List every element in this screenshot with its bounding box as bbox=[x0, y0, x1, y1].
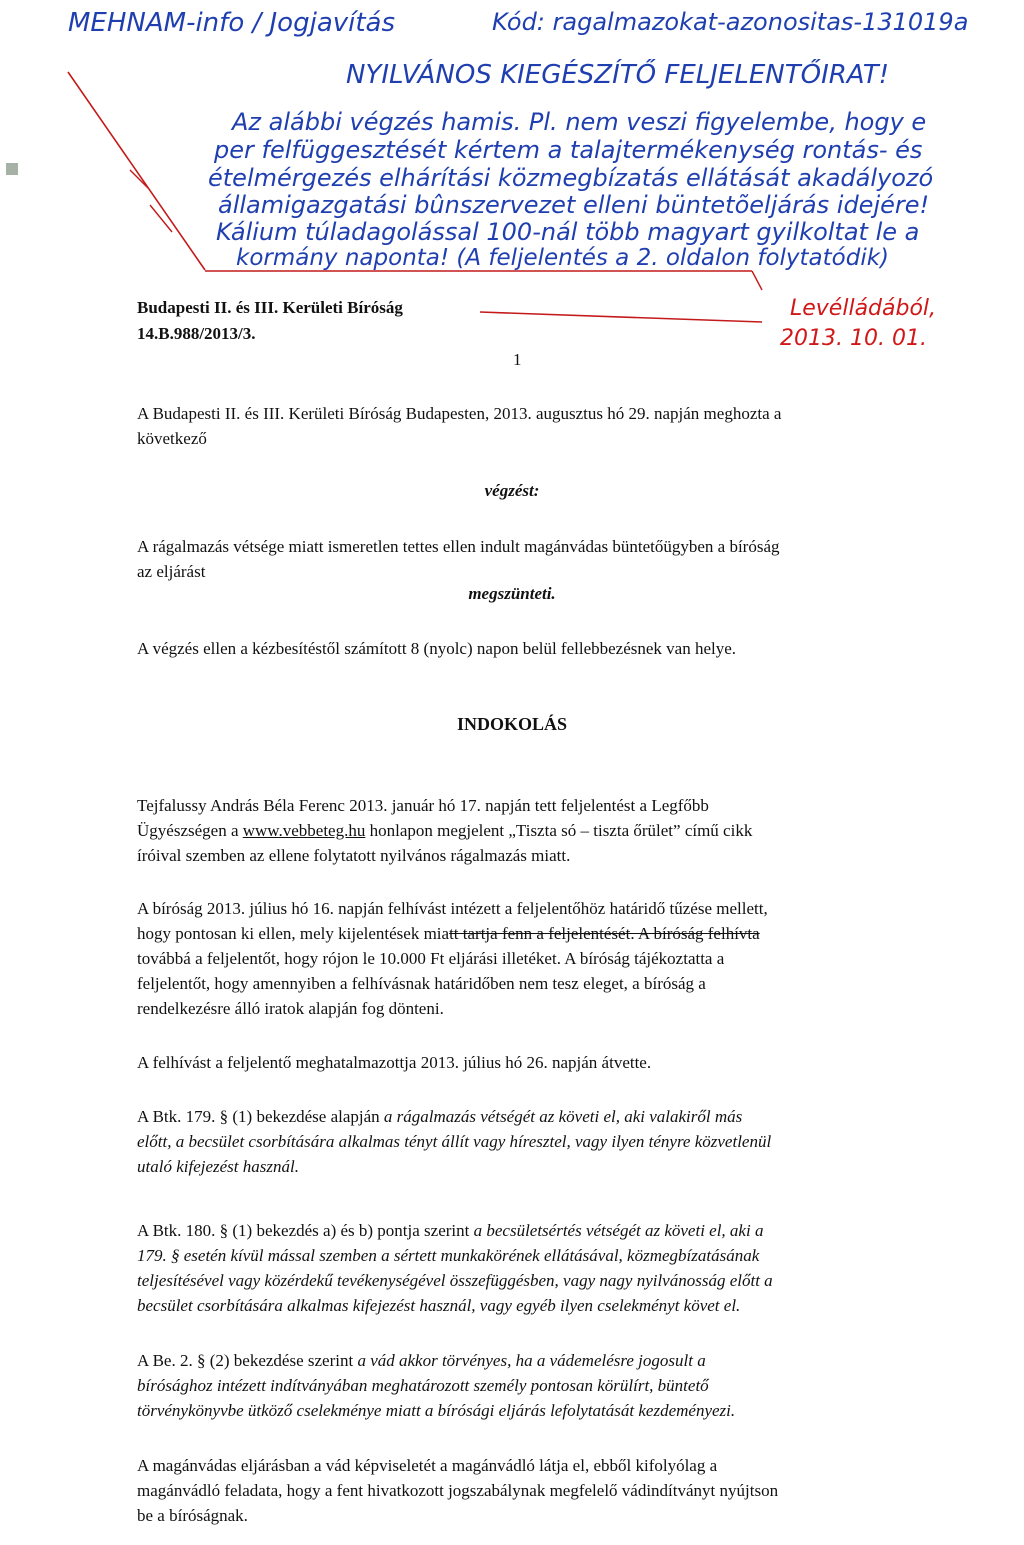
para-text: A Be. 2. § (2) bekezdése szerint bbox=[137, 1351, 358, 1370]
para-text: hogy pontosan ki ellen, mely kijelentések mia bbox=[137, 924, 450, 943]
para-text: A Btk. 179. § (1) bekezdése alapján bbox=[137, 1107, 384, 1126]
para-text: Ügyészségen a bbox=[137, 821, 243, 840]
statute-quote: 179. § esetén kívül mással szemben a sértett munkakörének ellátásával, közmegbízatásának bbox=[137, 1246, 760, 1265]
para-text: A Btk. 180. § (1) bekezdés a) és b) pontja szerint bbox=[137, 1221, 474, 1240]
para-line: íróival szemben az ellene folytatott nyilvános rágalmazás miatt. bbox=[137, 846, 571, 865]
para-line: rendelkezésre álló iratok alapján fog dönteni. bbox=[137, 999, 444, 1018]
mailbox-note: Levélládából, bbox=[790, 296, 937, 321]
appeal-notice: A végzés ellen a kézbesítéstől számított 8 (nyolc) napon belül fellebbezésnek van helye. bbox=[137, 639, 737, 658]
para-line: A magánvádas eljárásban a vád képviseletét a magánvádló látja el, ebből kifolyólag a bbox=[137, 1456, 718, 1475]
notice-line: ételmérgezés elhárítási közmegbízatás ellátását akadályozó bbox=[208, 164, 934, 192]
para-text: honlapon megjelent „Tiszta só – tiszta őrület” című cikk bbox=[365, 821, 753, 840]
statute-quote: előtt, a becsület csorbítására alkalmas tényt állít vagy híresztel, vagy ilyen tényre közvetlenül bbox=[137, 1132, 772, 1151]
para-line: továbbá a feljelentőt, hogy rójon le 10.000 Ft eljárási illetéket. A bíróság tájékoztatta a bbox=[137, 949, 725, 968]
para-line bbox=[137, 921, 907, 946]
decision-text: az eljárást bbox=[137, 562, 206, 581]
section-heading: INDOKOLÁS bbox=[456, 714, 568, 734]
red-slash-line bbox=[68, 72, 205, 270]
scan-speck bbox=[6, 163, 18, 175]
para-line bbox=[137, 1218, 907, 1243]
notice-line: Az alábbi végzés hamis. Pl. nem veszi figyelembe, hogy e bbox=[232, 108, 927, 136]
red-tick-mark bbox=[130, 170, 148, 188]
para-line bbox=[137, 818, 907, 843]
para-line: A bíróság 2013. július hó 16. napján felhívást intézett a feljelentőhöz határidő tűzése mellett, bbox=[137, 899, 768, 918]
statute-quote: becsület csorbítására alkalmas kifejezést használ, vagy egyéb ilyen cselekményt követ el. bbox=[137, 1296, 741, 1315]
court-name: Budapesti II. és III. Kerületi Bíróság bbox=[137, 298, 403, 317]
para-line: Tejfalussy András Béla Ferenc 2013. január hó 17. napján tett feljelentést a Legfőbb bbox=[137, 796, 709, 815]
site-header: MEHNAM-info / Jogjavítás bbox=[68, 8, 396, 38]
para-line: be a bíróságnak. bbox=[137, 1506, 248, 1525]
case-number: 14.B.988/2013/3. bbox=[137, 324, 256, 343]
intro-line: A Budapesti II. és III. Kerületi Bíróság Budapesten, 2013. augusztus hó 29. napján meghozta a bbox=[137, 404, 782, 423]
para-line bbox=[137, 1104, 907, 1129]
page-number: 1 bbox=[513, 350, 522, 369]
struck-text: tt tartja fenn a feljelentését. A bíróság felhívta bbox=[449, 924, 760, 943]
statute-quote: a rágalmazás vétségét az követi el, aki valakiről más bbox=[383, 1107, 743, 1126]
decision-verdict: megszünteti. bbox=[468, 584, 556, 603]
red-connector-line bbox=[480, 312, 762, 322]
statute-quote: utaló kifejezést használ. bbox=[137, 1157, 299, 1176]
statute-quote: a becsületsértés vétségét az követi el, aki a bbox=[473, 1221, 764, 1240]
intro-line: következő bbox=[137, 429, 207, 448]
notice-line: Kálium túladagolással 100-nál több magyart gyilkoltat le a bbox=[216, 218, 920, 246]
para-line: magánvádló feladata, hogy a fent hivatkozott jogszabálynak megfelelő vádindítványt nyújtson bbox=[137, 1481, 779, 1500]
notice-title: NYILVÁNOS KIEGÉSZÍTŐ FELJELENTŐIRAT! bbox=[346, 60, 890, 90]
website-link[interactable]: www.vebbeteg.hu bbox=[242, 821, 366, 840]
document-code: Kód: ragalmazokat-azonositas-131019a bbox=[492, 8, 969, 36]
notice-line: kormány naponta! (A feljelentés a 2. oldalon folytatódik) bbox=[236, 245, 890, 271]
notice-line: államigazgatási bûnszervezet elleni büntetõeljárás idejére! bbox=[218, 191, 930, 219]
para-line: A felhívást a feljelentő meghatalmazottja 2013. július hó 26. napján átvette. bbox=[137, 1053, 652, 1072]
statute-quote: a vád akkor törvényes, ha a vádemelésre jogosult a bbox=[357, 1351, 706, 1370]
statute-quote: bírósághoz intézett indítványában meghatározott személy pontosan körülírt, büntető bbox=[137, 1376, 709, 1395]
red-pointer-stroke bbox=[752, 271, 762, 290]
decision-text: A rágalmazás vétsége miatt ismeretlen tettes ellen indult magánvádas büntetőügyben a bíróság bbox=[137, 537, 780, 556]
para-line bbox=[137, 1348, 907, 1373]
notice-line: per felfüggesztését kértem a talajtermékenység rontás- és bbox=[214, 136, 923, 164]
para-line: feljelentőt, hogy amennyiben a felhívásnak határidőben nem tesz eleget, a bíróság a bbox=[137, 974, 706, 993]
mailbox-date: 2013. 10. 01. bbox=[780, 326, 927, 351]
decision-label: végzést: bbox=[484, 481, 540, 500]
statute-quote: teljesítésével vagy közérdekű tevékenységével összefüggésben, vagy nagy nyilvánosság előtt a bbox=[137, 1271, 773, 1290]
statute-quote: törvénykönyvbe ütköző cselekménye miatt a bírósági eljárás lefolytatását kezdeményezi. bbox=[137, 1401, 736, 1420]
